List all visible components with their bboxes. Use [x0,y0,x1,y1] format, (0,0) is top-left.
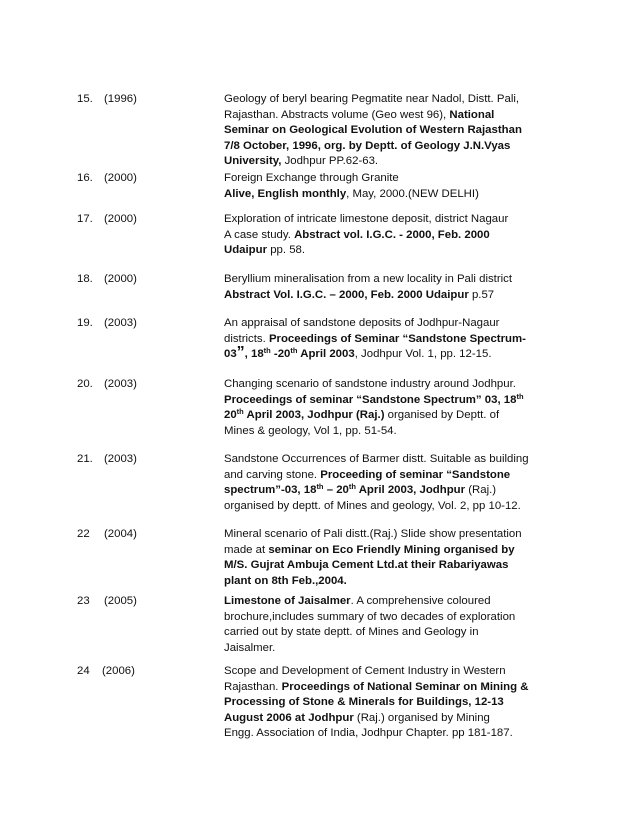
entry-line: Beryllium mineralisation from a new locality in Pali district [224,273,513,285]
entry-line: Rajasthan. [224,680,282,693]
entry-number: 20. [77,378,93,390]
entry-text [224,272,564,303]
entry-line-bold: Limestone of Jaisalmer [224,595,351,607]
entry-line: organised by deptt. of Mines and geology, Vol. 2, pp 10-12. [224,499,521,512]
entry-line: Rajasthan. Abstracts volume (Geo west 96), [224,108,450,121]
entry-line-bold: , 18 [244,348,264,361]
ordinal-suffix: th [316,482,324,492]
entry-text [224,171,564,202]
entry-line: A case study. [224,228,295,241]
entry-line-bold: 20 [224,409,237,422]
entry-text [224,594,564,656]
entry-line-bold: M/S. Gujrat Ambuja Cement Ltd.at their Rabariyawas [224,559,509,572]
entry-number: 15. [77,93,93,105]
entry-line-bold: Seminar on Geological Evolution of Western Rajasthan [224,124,522,137]
entry-line-bold: Proceedings of Seminar “Sandstone Spectrum- [268,332,526,345]
entry-line: pp. 58. [267,244,306,257]
entry-number: 16. [77,172,93,184]
entry-year: (2000) [104,172,137,184]
entry-line: Foreign Exchange through Granite [224,172,399,184]
entry-text [224,377,564,439]
entry-line-bold: Processing of Stone & Minerals for Buildings, 12-13 [224,696,504,709]
entry-line: Scope and Development of Cement Industry in Western [224,665,506,677]
entry-line: brochure,includes summary of two decades of exploration [224,610,516,623]
entry-number: 18. [77,273,93,285]
entry-number: 21. [77,453,93,465]
entry-line: Geology of beryl bearing Pegmatite near Nadol, Distt. Pali, [224,93,520,105]
entry-line: (Raj.) [465,484,497,497]
entry-year: (2005) [104,595,137,607]
entry-line-bold: spectrum”-03, 18 [224,484,317,497]
entry-line: Mines & geology, Vol 1, pp. 51-54. [224,424,397,437]
entry-line-bold: Abstract Vol. I.G.C. – 2000, Feb. 2000 Udaipur [224,288,469,301]
entry-text [224,316,564,363]
entry-text [224,212,564,259]
entry-line-bold: – 20 [323,484,349,497]
entry-line: Engg. Association of India, Jodhpur Chapter. pp 181-187. [224,727,513,740]
entry-line-bold: Udaipur [224,244,268,257]
entry-line-bold: Abstract vol. I.G.C. - 2000, Feb. 2000 [294,228,490,241]
entry-line: Exploration of intricate limestone deposit, district Nagaur [224,213,509,225]
ordinal-suffix: th [348,482,356,492]
entry-year: (2006) [102,665,135,677]
entry-line-bold: plant on 8th Feb.,2004. [224,574,347,587]
entry-line: , Jodhpur Vol. 1, pp. 12-15. [354,348,492,361]
entry-line: Changing scenario of sandstone industry around Jodhpur. [224,378,516,390]
entry-line-bold: April 2003 [297,348,355,361]
entry-line-bold: University, [224,155,282,168]
entry-line-bold: April 2003, Jodhpur [355,484,466,497]
entry-number: 17. [77,213,93,225]
entry-line: carried out by state deptt. of Mines and Geology in [224,626,479,639]
entry-text [224,92,564,170]
entry-line: districts. [224,332,269,345]
entry-year: (2003) [104,378,137,390]
closing-quote: ” [236,344,245,362]
entry-line: and carving stone. [224,468,321,481]
entry-year: (2000) [104,213,137,225]
entry-line: Sandstone Occurrences of Barmer distt. Suitable as building [224,453,529,465]
entry-line-bold: Proceedings of National Seminar on Mining & [281,680,529,693]
entry-line: (Raj.) organised by Mining [353,711,490,724]
entry-number: 24 [77,665,90,677]
entry-line-bold: April 2003, Jodhpur (Raj.) [243,409,385,422]
entry-line: An appraisal of sandstone deposits of Jodhpur-Nagaur [224,317,500,329]
ordinal-suffix: th [236,407,244,417]
entry-line-bold: National [449,108,495,121]
entry-line: made at [224,543,269,556]
entry-line-bold: Alive, English monthly [224,187,347,200]
entry-line-bold: August 2006 at Jodhpur [224,711,354,724]
entry-year: (1996) [104,93,137,105]
entry-number: 23 [77,595,90,607]
ordinal-suffix: th [290,346,298,356]
entry-text [224,664,564,742]
entry-line: Jaisalmer. [224,641,276,654]
entry-text [224,452,564,514]
entry-text [224,527,564,589]
entry-year: (2004) [104,528,137,540]
entry-line: Jodhpur PP.62-63. [281,155,379,168]
entry-line-bold: Proceedings of seminar “Sandstone Spectrum” 03, 18 [224,393,517,406]
entry-line-bold: 7/8 October, 1996, org. by Deptt. of Geology J.N.Vyas [224,139,511,152]
entry-number: 19. [77,317,93,329]
entry-number: 22 [77,528,90,540]
entry-line: Mineral scenario of Pali distt.(Raj.) Slide show presentation [224,528,522,540]
entry-line-bold: Proceeding of seminar “Sandstone [320,468,511,481]
ordinal-suffix: th [263,346,271,356]
ordinal-suffix: th [516,391,524,401]
entry-line-bold: 03 [224,348,237,361]
entry-line: organised by Deptt. of [384,409,500,422]
entry-line: p.57 [468,288,495,301]
entry-line: , May, 2000.(NEW DELHI) [346,187,479,200]
entry-line-bold: seminar on Eco Friendly Mining organised by [268,543,515,556]
entry-year: (2003) [104,317,137,329]
entry-year: (2000) [104,273,137,285]
entry-line-bold: -20 [270,348,291,361]
entry-year: (2003) [104,453,137,465]
entry-line: . A comprehensive coloured [350,595,491,607]
